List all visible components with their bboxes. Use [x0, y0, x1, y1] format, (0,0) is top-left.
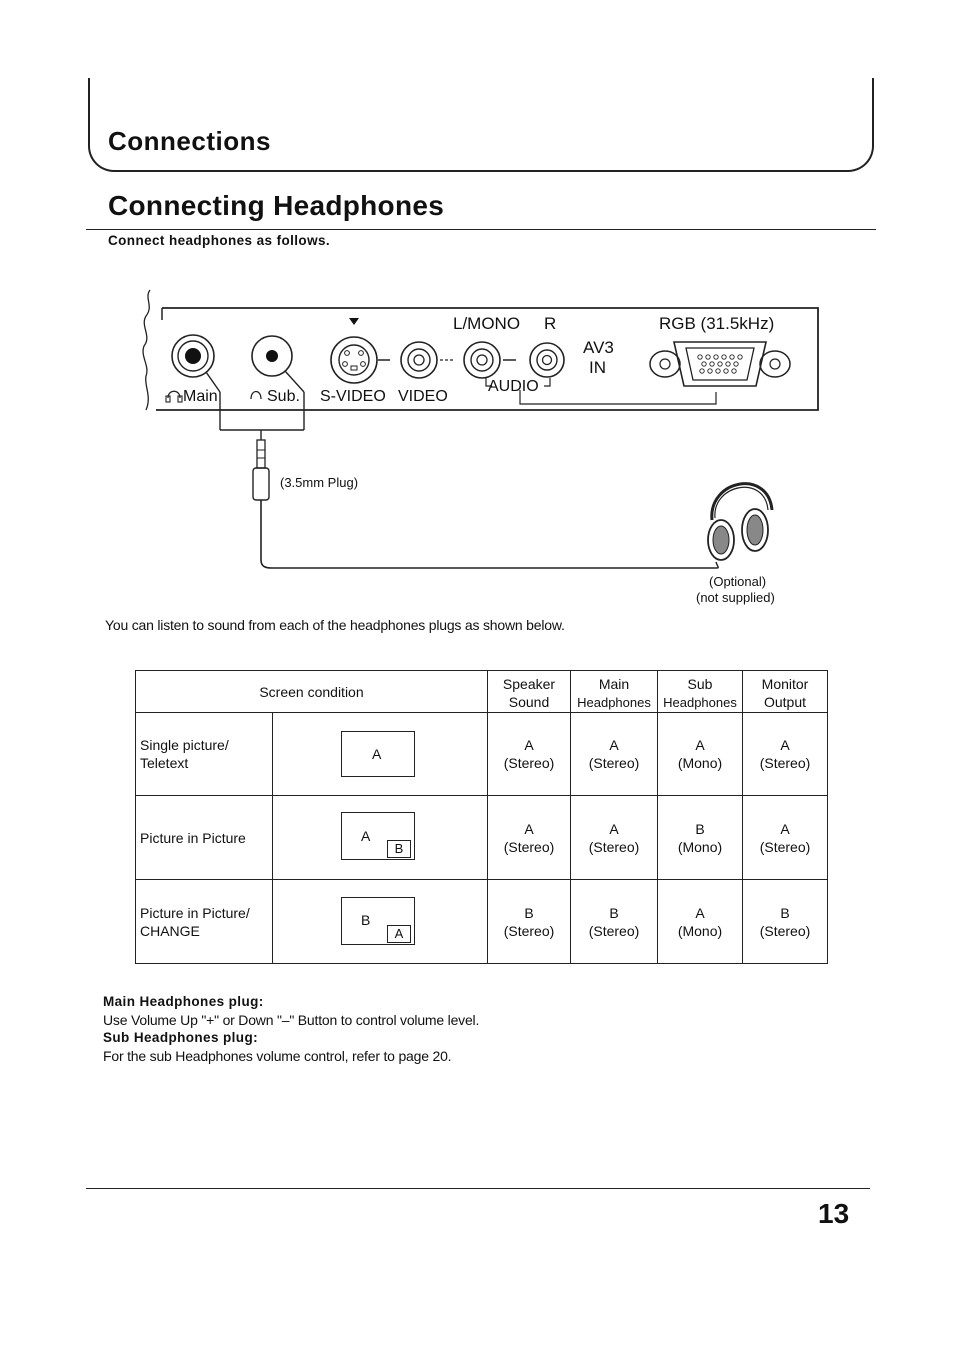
monitor-output-cell: B (Stereo): [743, 880, 828, 964]
page-number: 13: [818, 1198, 850, 1229]
rgb-d-sub-icon: [650, 342, 790, 386]
video-jack-icon: [401, 342, 437, 378]
label-rgb: RGB (31.5kHz): [659, 314, 775, 333]
monitor-output-cell: A (Stereo): [743, 713, 828, 796]
screen-main-label: A: [372, 746, 382, 762]
main-headphones-cell: A (Stereo): [571, 796, 658, 880]
label-svideo: S-VIDEO: [320, 388, 386, 405]
label-sub: Sub.: [267, 388, 300, 405]
header-speaker-sound: Speaker Sound: [488, 671, 571, 713]
speaker-sound-cell: B (Stereo): [488, 880, 571, 964]
audio-r-jack-icon: [530, 343, 564, 377]
audio-l-jack-icon: [464, 342, 500, 378]
label-plug: (3.5mm Plug): [280, 475, 359, 490]
section-header-frame: [88, 78, 874, 172]
main-headphones-cell: B (Stereo): [571, 880, 658, 964]
screen-inset-label: B: [387, 840, 411, 858]
headphones-icon: [708, 484, 772, 568]
main-headphones-cell: A (Stereo): [571, 713, 658, 796]
sub-headphone-glyph-icon: [251, 392, 261, 400]
headphones-condition-table: [135, 670, 828, 964]
screen-main-label: B: [361, 912, 371, 928]
row-label: Single picture/ Teletext: [136, 713, 273, 796]
main-plug-text: Use Volume Up "+" or Down "–" Button to control volume level.: [103, 1012, 480, 1028]
speaker-sound-cell: A (Stereo): [488, 713, 571, 796]
sub-headphones-cell: A (Mono): [658, 713, 743, 796]
label-audio: AUDIO: [488, 378, 539, 395]
sub-plug-heading: Sub Headphones plug:: [103, 1030, 258, 1045]
headphone-jack-main-icon: [172, 335, 220, 430]
section-title: Connections: [108, 126, 271, 156]
label-in: IN: [589, 358, 606, 377]
sub-headphones-cell: A (Mono): [658, 880, 743, 964]
screen-diagram: [273, 796, 488, 880]
speaker-sound-cell: A (Stereo): [488, 796, 571, 880]
header-monitor-output: Monitor Output: [743, 671, 828, 713]
label-video: VIDEO: [398, 388, 448, 405]
row-label: Picture in Picture: [136, 796, 273, 880]
screen-diagram: [273, 880, 488, 964]
screen-inset-label: A: [387, 925, 411, 943]
plug-icon: [253, 430, 269, 500]
footer-divider: [86, 1188, 870, 1189]
row-label: Picture in Picture/ CHANGE: [136, 880, 273, 964]
label-optional: (Optional): [709, 574, 767, 589]
intro-text: You can listen to sound from each of the headphones plugs as shown below.: [105, 617, 565, 633]
screen-diagram: [273, 713, 488, 796]
label-av3: AV3: [583, 338, 614, 357]
label-lmono: L/MONO: [453, 314, 521, 333]
main-headphone-glyph-icon: [166, 391, 182, 402]
connection-diagram: [140, 280, 830, 615]
main-plug-heading: Main Headphones plug:: [103, 994, 264, 1009]
sub-headphones-cell: B (Mono): [658, 796, 743, 880]
table-row: [136, 880, 828, 964]
headphone-jack-sub-icon: [252, 336, 304, 430]
table-header-row: [136, 671, 828, 713]
sub-plug-text: For the sub Headphones volume control, refer to page 20.: [103, 1048, 452, 1064]
page-title: Connecting Headphones: [108, 190, 445, 221]
title-divider: [86, 229, 876, 230]
header-main-headphones: Main Headphones: [571, 671, 658, 713]
table-row: [136, 796, 828, 880]
label-not-supplied: (not supplied): [696, 590, 775, 605]
page-subtitle: Connect headphones as follows.: [108, 233, 331, 248]
label-r: R: [544, 314, 557, 333]
header-sub-headphones: Sub Headphones: [658, 671, 743, 713]
screen-main-label: A: [361, 828, 371, 844]
s-video-jack-icon: [331, 318, 377, 383]
table-row: [136, 713, 828, 796]
monitor-output-cell: A (Stereo): [743, 796, 828, 880]
header-screen-condition: Screen condition: [136, 671, 488, 713]
label-main: Main: [183, 388, 218, 405]
